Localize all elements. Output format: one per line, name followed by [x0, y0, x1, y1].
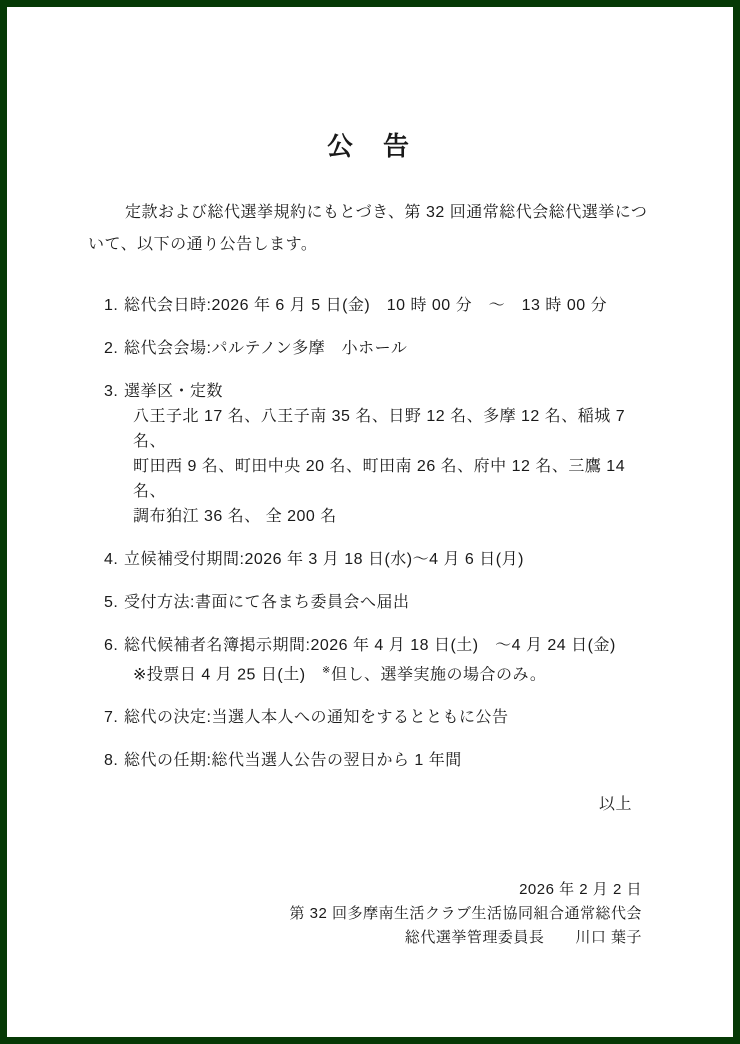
list-item-1: [104, 293, 650, 318]
item-number: 7.: [104, 709, 119, 727]
notice-item-list: [104, 293, 650, 773]
district-line-3: 調布狛江 36 名、 全 200 名: [133, 508, 337, 525]
item-body: [124, 590, 650, 615]
list-item-5: [104, 590, 650, 615]
list-item-4: [104, 547, 650, 572]
item-text: 総代候補者名簿掲示期間:2026 年 4 月 18 日(土) ～4 月 24 日(金): [124, 637, 616, 654]
item-note: [124, 658, 650, 687]
item-body: [124, 293, 650, 318]
item-body: [124, 547, 650, 572]
item-text: 立候補受付期間:2026 年 3 月 18 日(水)～4 月 6 日(月): [124, 551, 524, 568]
list-item-8: [104, 748, 650, 773]
list-item-7: [104, 705, 650, 730]
list-item-6: [104, 633, 650, 687]
issue-date: 2026 年 2 月 2 日: [519, 881, 642, 899]
closing-word: 以上: [598, 796, 632, 814]
item-body: [124, 379, 650, 529]
intro-paragraph: 定款および総代選挙規約にもとづき、第 32 回通常総代会総代選挙について、以下の通り公告します。: [88, 204, 648, 253]
notice-content: [7, 129, 733, 950]
item-body: [124, 748, 650, 773]
item-body: [124, 705, 650, 730]
item-body: [124, 633, 650, 687]
item-text: 選挙区・定数: [124, 383, 224, 400]
district-line-1: 八王子北 17 名、八王子南 35 名、日野 12 名、多摩 12 名、稲城 7 名、: [133, 408, 631, 450]
item-number: 1.: [104, 297, 119, 314]
item-number: 6.: [104, 637, 119, 654]
item-number: 3.: [104, 383, 119, 400]
item-number: 2.: [104, 340, 119, 357]
item-number: 5.: [104, 594, 119, 611]
note-reference-mark: ※: [322, 665, 331, 676]
item-text: 総代会会場:パルテノン多摩 小ホール: [124, 340, 408, 357]
item-text: 受付方法:書面にて各まち委員会へ届出: [124, 594, 410, 611]
organization-name: 第 32 回多摩南生活クラブ生活協同組合通常総代会: [289, 905, 642, 923]
district-line-2: 町田西 9 名、町田中央 20 名、町田南 26 名、府中 12 名、三鷹 14 名、: [133, 458, 631, 500]
list-item-2: [104, 336, 650, 361]
list-item-3: [104, 379, 650, 529]
signer-name: 総代選挙管理委員長 川口 葉子: [404, 929, 642, 947]
item-number: 4.: [104, 551, 119, 568]
note-text: 但し、選挙実施の場合のみ。: [330, 666, 547, 684]
signature-block: [88, 878, 650, 950]
item-number: 8.: [104, 752, 119, 770]
item-body: [124, 336, 650, 361]
page-title: 公 告: [326, 131, 411, 161]
item-text: 総代の任期:総代当選人公告の翌日から 1 年間: [124, 752, 462, 770]
note-text: ※投票日 4 月 25 日(土): [133, 666, 323, 684]
item-text: 総代会日時:2026 年 6 月 5 日(金) 10 時 00 分 ～ 13 時 00 分: [124, 297, 608, 314]
item-text: 総代の決定:当選人本人への通知をするとともに公告: [124, 709, 509, 727]
